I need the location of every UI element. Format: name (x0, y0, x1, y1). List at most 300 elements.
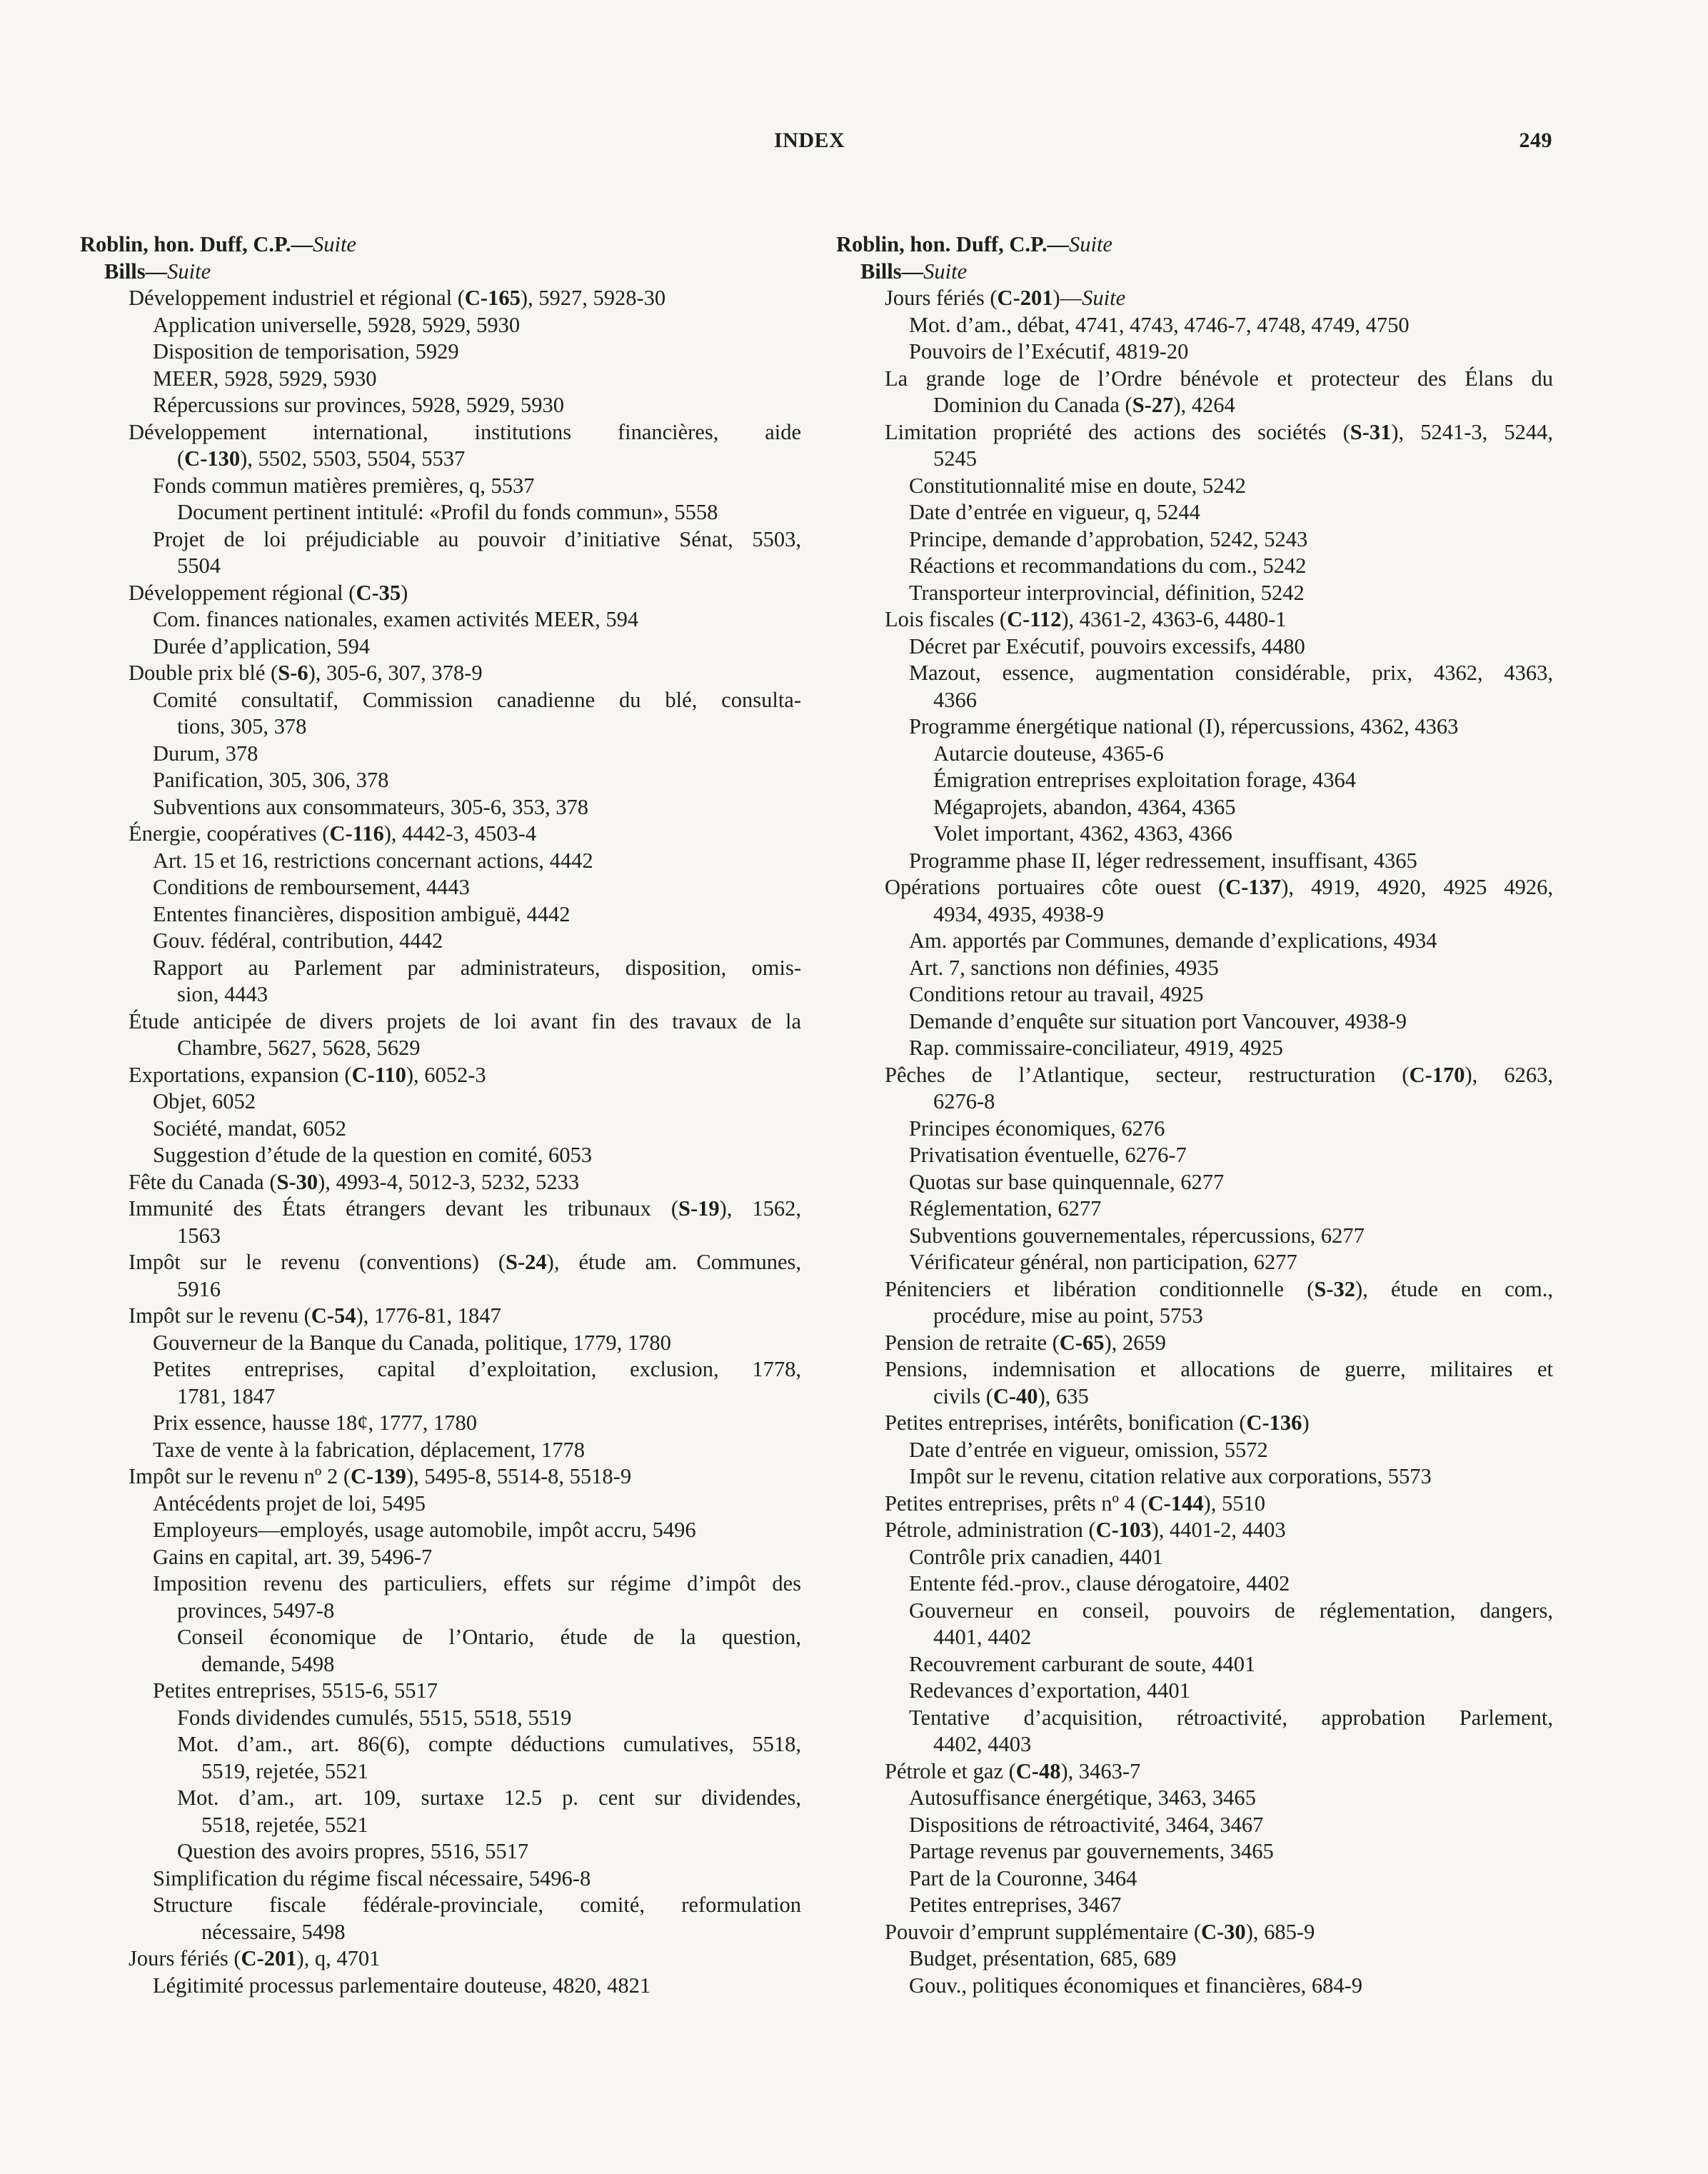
entry-text: ), 4993-4, 5012-3, 5232, 5233 (318, 1169, 580, 1194)
index-entry-line (80, 1062, 801, 1089)
entry-text: Conseil économique de l’Ontario, étude de la question, (177, 1625, 801, 1649)
index-entry-line (80, 580, 801, 607)
index-entry-line (80, 713, 801, 741)
entry-text: ), 305-6, 307, 378-9 (308, 661, 483, 685)
entry-text: 4366 (933, 687, 977, 712)
index-entry-line (80, 392, 801, 419)
entry-text: 5916 (177, 1276, 221, 1301)
entry-text: Demande d’enquête sur situation port Vancouver, 4938-9 (909, 1008, 1407, 1033)
index-entry-line (80, 259, 801, 286)
entry-text: Privatisation éventuelle, 6276-7 (909, 1143, 1187, 1167)
index-entry-line (832, 660, 1553, 687)
index-entry-line (832, 1169, 1553, 1196)
index-entry-line (80, 1651, 801, 1678)
entry-text: 5504 (177, 553, 221, 578)
entry-text: Vérificateur général, non participation, 6277 (909, 1250, 1297, 1274)
index-entry-line (832, 874, 1553, 901)
bill-number: C-116 (329, 821, 384, 846)
index-entry-line (80, 1196, 801, 1223)
entry-text: 4934, 4935, 4938-9 (933, 901, 1104, 926)
entry-text: Programme phase II, léger redressement, insuffisant, 4365 (909, 848, 1417, 873)
index-entry-line (832, 1731, 1553, 1758)
index-entry-line (832, 366, 1553, 393)
entry-text: Dominion du Canada ( (933, 393, 1132, 417)
index-entry-line (80, 606, 801, 633)
index-entry-line (832, 1865, 1553, 1893)
entry-text: Opérations portuaires côte ouest ( (885, 875, 1226, 899)
index-entry-line (832, 1785, 1553, 1812)
index-entry-line (80, 1088, 801, 1116)
entry-text: Tentative d’acquisition, rétroactivité, approbation Parlement, (909, 1705, 1553, 1730)
entry-text: ), 2659 (1104, 1330, 1166, 1355)
entry-text: Imposition revenu des particuliers, effets sur régime d’impôt des (153, 1571, 801, 1596)
index-entry-line (832, 1838, 1553, 1865)
entry-text: tions, 305, 378 (177, 714, 307, 738)
entry-text: Part de la Couronne, 3464 (909, 1865, 1137, 1890)
index-entry-line (80, 1276, 801, 1303)
index-entry-line (80, 419, 801, 446)
entry-text: Contrôle prix canadien, 4401 (909, 1544, 1163, 1569)
index-entry-line (80, 767, 801, 794)
index-entry-line (80, 1169, 801, 1196)
entry-text: Simplification du régime fiscal nécessaire, 5496-8 (153, 1865, 591, 1890)
entry-text: Structure fiscale fédérale-provinciale, comité, reformulation (153, 1893, 801, 1917)
bill-number: S-27 (1132, 393, 1174, 417)
entry-text: Fête du Canada ( (129, 1169, 277, 1194)
entry-text: Fonds dividendes cumulés, 5515, 5518, 5519 (177, 1705, 572, 1730)
entry-text: ), 4361-2, 4363-6, 4480-1 (1061, 607, 1287, 631)
entry-text: Société, mandat, 6052 (153, 1116, 347, 1141)
entry-text: Répercussions sur provinces, 5928, 5929, 5930 (153, 393, 565, 417)
entry-text: Subventions gouvernementales, répercussions, 6277 (909, 1223, 1365, 1248)
page-header-title: INDEX (774, 129, 845, 152)
entry-text: ), q, 4701 (296, 1946, 381, 1970)
index-entry-line (80, 1517, 801, 1544)
index-entry-line (80, 848, 801, 875)
entry-text: Rap. commissaire-conciliateur, 4919, 4925 (909, 1036, 1283, 1060)
bill-number: Bills— (104, 259, 168, 284)
suite-label: Suite (312, 232, 356, 256)
entry-text: Gouverneur de la Banque du Canada, politique, 1779, 1780 (153, 1330, 671, 1355)
index-entry-line (832, 446, 1553, 473)
entry-text: Projet de loi préjudiciable au pouvoir d’initiative Sénat, 5503, (153, 526, 801, 551)
index-entry-line (832, 1651, 1553, 1678)
index-entry-line (832, 312, 1553, 339)
bill-number: Roblin, hon. Duff, C.P.— (80, 232, 313, 256)
index-entry-line (80, 1491, 801, 1518)
bill-number: C-201 (997, 286, 1053, 310)
index-entry-line (832, 1383, 1553, 1411)
index-entry-line (832, 1705, 1553, 1732)
entry-text: ), 3463-7 (1060, 1758, 1141, 1783)
index-entry-line (80, 1463, 801, 1491)
bill-number: C-165 (464, 286, 521, 310)
index-entry-line (832, 687, 1553, 714)
entry-text: Art. 7, sanctions non définies, 4935 (909, 955, 1219, 980)
entry-text: ), 5502, 5503, 5504, 5537 (240, 446, 466, 471)
index-entry-line (832, 1008, 1553, 1036)
index-entry-line (80, 231, 801, 259)
entry-text: 5519, rejetée, 5521 (201, 1758, 368, 1783)
index-entry-line (832, 1973, 1553, 2000)
index-entry-line (80, 339, 801, 366)
index-entry-line (80, 1330, 801, 1357)
index-entry-line (80, 446, 801, 473)
entry-text: ), 685-9 (1245, 1919, 1315, 1944)
index-entry-line (832, 1517, 1553, 1544)
bill-number: C-48 (1015, 1758, 1061, 1783)
entry-text: Pensions, indemnisation et allocations de guerre, militaires et (885, 1357, 1553, 1381)
entry-text: Petites entreprises, capital d’exploitation, exclusion, 1778, (153, 1357, 801, 1381)
index-entry-line (832, 1892, 1553, 1919)
index-entry-line (80, 660, 801, 687)
index-entry-line (832, 1437, 1553, 1464)
entry-text: nécessaire, 5498 (201, 1919, 346, 1944)
entry-text: Pénitenciers et libération conditionnelle ( (885, 1276, 1315, 1301)
index-entry-line (832, 1116, 1553, 1143)
index-entry-line (80, 874, 801, 901)
index-entry-line (832, 339, 1553, 366)
index-entry-line (80, 1812, 801, 1839)
entry-text: 4402, 4403 (933, 1732, 1032, 1756)
index-entry-line (80, 473, 801, 500)
bill-number: C-110 (351, 1062, 406, 1087)
index-entry-line (80, 955, 801, 982)
index-entry-line (832, 1758, 1553, 1785)
index-entry-line (80, 1838, 801, 1865)
index-entry-line (80, 741, 801, 768)
entry-text: Date d’entrée en vigueur, omission, 5572 (909, 1437, 1268, 1462)
index-entry-line (80, 794, 801, 821)
bill-number: S-31 (1350, 419, 1392, 444)
index-entry-line (80, 1571, 801, 1598)
index-entry-line (832, 231, 1553, 259)
page-number: 249 (1519, 129, 1552, 152)
entry-text: Date d’entrée en vigueur, q, 5244 (909, 500, 1200, 524)
entry-text: Budget, présentation, 685, 689 (909, 1946, 1177, 1970)
index-entry-line (832, 1276, 1553, 1303)
entry-text: ), 4442-3, 4503-4 (383, 821, 537, 846)
entry-text: ), 6052-3 (406, 1062, 486, 1087)
entry-text: Dispositions de rétroactivité, 3464, 3467 (909, 1812, 1264, 1837)
index-entry-line (80, 1410, 801, 1437)
index-entry-line (832, 1088, 1553, 1116)
index-entry-line (832, 1303, 1553, 1330)
index-entry-line (80, 1142, 801, 1169)
bill-number: C-54 (311, 1303, 356, 1328)
index-entry-line (80, 1356, 801, 1383)
index-entry-line (80, 901, 801, 928)
index-entry-line (80, 526, 801, 553)
entry-text: ), 1562, (719, 1196, 801, 1221)
index-entry-line (832, 794, 1553, 821)
entry-text: Petites entreprises, 3467 (909, 1893, 1122, 1917)
index-entry-line (832, 1410, 1553, 1437)
entry-text: Document pertinent intitulé: «Profil du fonds commun», 5558 (177, 500, 718, 524)
bill-number: C-130 (184, 446, 241, 471)
index-entry-line (832, 741, 1553, 768)
index-entry-line (832, 580, 1553, 607)
index-entry-line (832, 1945, 1553, 1973)
index-entry-line (832, 1812, 1553, 1839)
entry-text: Ententes financières, disposition ambiguë, 4442 (153, 901, 571, 926)
index-entry-line (832, 526, 1553, 553)
entry-text: La grande loge de l’Ordre bénévole et protecteur des Élans du (885, 366, 1553, 391)
entry-text: Mazout, essence, augmentation considérable, prix, 4362, 4363, (909, 661, 1553, 685)
entry-text: )— (1053, 286, 1082, 310)
entry-text: ), 1776-81, 1847 (356, 1303, 501, 1328)
entry-text: ), 5927, 5928-30 (520, 286, 666, 310)
entry-text: 1781, 1847 (177, 1383, 276, 1408)
index-entry-line (80, 1945, 801, 1973)
index-entry-line (80, 633, 801, 661)
entry-text: Réglementation, 6277 (909, 1196, 1102, 1221)
entry-text: Autosuffisance énergétique, 3463, 3465 (909, 1785, 1256, 1810)
index-entry-line (832, 419, 1553, 446)
bill-number: C-65 (1059, 1330, 1105, 1355)
entry-text: Réactions et recommandations du com., 5242 (909, 553, 1307, 578)
entry-text: Principe, demande d’approbation, 5242, 5243 (909, 526, 1308, 551)
index-entry-line (80, 366, 801, 393)
entry-text: demande, 5498 (201, 1651, 335, 1676)
entry-text: ) (1302, 1411, 1310, 1435)
entry-text: Pouvoirs de l’Exécutif, 4819-20 (909, 339, 1189, 364)
entry-text: Objet, 6052 (153, 1089, 256, 1113)
entry-text: Durée d’application, 594 (153, 633, 371, 658)
index-entry-line (832, 392, 1553, 419)
entry-text: Pension de retraite ( (885, 1330, 1060, 1355)
entry-text: provinces, 5497-8 (177, 1598, 335, 1623)
index-entry-line (832, 499, 1553, 526)
bill-number: C-170 (1409, 1062, 1465, 1087)
entry-text: Impôt sur le revenu (conventions) ( (129, 1250, 506, 1274)
entry-text: Principes économiques, 6276 (909, 1116, 1165, 1141)
entry-text: Conditions retour au travail, 4925 (909, 982, 1204, 1006)
entry-text: procédure, mise au point, 5753 (933, 1303, 1203, 1328)
index-entry-line (832, 821, 1553, 848)
index-entry-line (80, 821, 801, 848)
entry-text: ), 6263, (1465, 1062, 1553, 1087)
entry-text: ), étude en com., (1355, 1276, 1553, 1301)
bill-number: C-137 (1225, 875, 1282, 899)
entry-text: Question des avoirs propres, 5516, 5517 (177, 1839, 529, 1863)
entry-text: Lois fiscales ( (885, 607, 1008, 631)
entry-text: 5245 (933, 446, 977, 471)
index-entry-line (832, 1919, 1553, 1946)
entry-text: Fonds commun matières premières, q, 5537 (153, 473, 535, 498)
entry-text: Gouverneur en conseil, pouvoirs de réglementation, dangers, (909, 1598, 1553, 1623)
entry-text: Exportations, expansion ( (129, 1062, 352, 1087)
entry-text: sion, 4443 (177, 982, 268, 1006)
bill-number: S-6 (278, 661, 308, 685)
entry-text: ) (401, 580, 408, 605)
entry-text: Constitutionnalité mise en doute, 5242 (909, 473, 1246, 498)
index-entry-line (832, 1598, 1553, 1625)
index-entry-line (80, 1624, 801, 1651)
entry-text: Gouv. fédéral, contribution, 4442 (153, 928, 443, 953)
entry-text: Recouvrement carburant de soute, 4401 (909, 1651, 1256, 1676)
entry-text: ), 4264 (1173, 393, 1235, 417)
bill-number: C-30 (1201, 1919, 1246, 1944)
index-entry-line (80, 285, 801, 312)
index-entry-line (80, 1705, 801, 1732)
entry-text: Mot. d’am., art. 86(6), compte déductions cumulatives, 5518, (177, 1732, 801, 1756)
bill-number: Bills— (860, 259, 924, 284)
entry-text: Gouv., politiques économiques et financières, 684-9 (909, 1973, 1362, 1998)
bill-number: C-103 (1095, 1518, 1152, 1542)
index-entry-line (832, 928, 1553, 955)
index-entry-line (832, 901, 1553, 928)
entry-text: Programme énergétique national (I), répercussions, 4362, 4363 (909, 714, 1459, 738)
suite-label: Suite (1068, 232, 1112, 256)
index-entry-line (832, 606, 1553, 633)
bill-number: C-144 (1147, 1491, 1204, 1516)
index-entry-line (832, 633, 1553, 661)
entry-text: ( (177, 446, 185, 471)
entry-text: Suggestion d’étude de la question en comité, 6053 (153, 1143, 592, 1167)
index-entry-line (832, 1678, 1553, 1705)
bill-number: Roblin, hon. Duff, C.P.— (836, 232, 1069, 256)
entry-text: Impôt sur le revenu nº 2 ( (129, 1464, 351, 1488)
index-entry-line (80, 687, 801, 714)
entry-text: Rapport au Parlement par administrateurs, disposition, omis- (153, 955, 801, 980)
entry-text: ), 5495-8, 5514-8, 5518-9 (406, 1464, 632, 1488)
index-entry-line (80, 1303, 801, 1330)
entry-text: Développement régional ( (129, 580, 356, 605)
entry-text: Gains en capital, art. 39, 5496-7 (153, 1544, 433, 1569)
entry-text: Conditions de remboursement, 4443 (153, 875, 470, 899)
entry-text: Comité consultatif, Commission canadienne du blé, consulta- (153, 687, 801, 712)
entry-text: Immunité des États étrangers devant les tribunaux ( (129, 1196, 678, 1221)
index-entry-line (832, 473, 1553, 500)
entry-text: ), étude am. Communes, (546, 1250, 801, 1274)
suite-label: Suite (1082, 286, 1126, 310)
entry-text: Développement international, institutions financières, aide (129, 419, 801, 444)
entry-text: Étude anticipée de divers projets de loi avant fin des travaux de la (129, 1008, 801, 1033)
entry-text: Art. 15 et 16, restrictions concernant actions, 4442 (153, 848, 593, 873)
bill-number: C-40 (993, 1383, 1038, 1408)
index-entry-line (80, 1544, 801, 1571)
index-entry-line (80, 312, 801, 339)
index-entry-line (80, 1758, 801, 1785)
index-entry-line (832, 553, 1553, 580)
entry-text: Quotas sur base quinquennale, 6277 (909, 1169, 1225, 1194)
index-entry-line (80, 1731, 801, 1758)
bill-number: S-19 (678, 1196, 720, 1221)
index-entry-line (832, 713, 1553, 741)
bill-number: S-32 (1314, 1276, 1356, 1301)
index-entry-line (80, 1437, 801, 1464)
index-entry-line (80, 1598, 801, 1625)
index-entry-line (832, 1142, 1553, 1169)
entry-text: 6276-8 (933, 1089, 995, 1113)
index-entry-line (832, 1356, 1553, 1383)
index-entry-line (832, 1544, 1553, 1571)
index-entry-line (80, 1035, 801, 1062)
entry-text: Émigration entreprises exploitation forage, 4364 (933, 768, 1357, 792)
index-entry-line (80, 1249, 801, 1276)
index-entry-line (80, 1973, 801, 2000)
entry-text: Pétrole et gaz ( (885, 1758, 1016, 1783)
entry-text: Limitation propriété des actions des sociétés ( (885, 419, 1350, 444)
entry-text: Redevances d’exportation, 4401 (909, 1678, 1190, 1703)
entry-text: Jours fériés ( (129, 1946, 241, 1970)
entry-text: Double prix blé ( (129, 661, 278, 685)
entry-text: Durum, 378 (153, 741, 258, 766)
suite-label: Suite (923, 259, 968, 284)
entry-text: ), 4919, 4920, 4925 4926, (1281, 875, 1553, 899)
entry-text: Petites entreprises, 5515-6, 5517 (153, 1678, 438, 1703)
index-entry-line (80, 1383, 801, 1411)
entry-text: Subventions aux consommateurs, 305-6, 353, 378 (153, 794, 588, 819)
index-entry-line (80, 1865, 801, 1893)
index-entry-line (80, 499, 801, 526)
entry-text: Pêches de l’Atlantique, secteur, restructuration ( (885, 1062, 1410, 1087)
entry-text: Impôt sur le revenu ( (129, 1303, 311, 1328)
index-entry-line (80, 981, 801, 1008)
entry-text: Partage revenus par gouvernements, 3465 (909, 1839, 1274, 1863)
entry-text: Énergie, coopératives ( (129, 821, 330, 846)
index-entry-line (80, 1892, 801, 1919)
entry-text: Application universelle, 5928, 5929, 5930 (153, 312, 521, 337)
index-entry-line (832, 1463, 1553, 1491)
index-entry-line (832, 285, 1553, 312)
entry-text: Employeurs—employés, usage automobile, impôt accru, 5496 (153, 1518, 696, 1542)
index-entry-line (832, 767, 1553, 794)
entry-text: Pouvoir d’emprunt supplémentaire ( (885, 1919, 1201, 1944)
index-entry-line (832, 955, 1553, 982)
index-entry-line (80, 1223, 801, 1250)
bill-number: C-112 (1007, 607, 1062, 631)
entry-text: Antécédents projet de loi, 5495 (153, 1491, 426, 1516)
index-entry-line (832, 259, 1553, 286)
index-entry-line (832, 1330, 1553, 1357)
bill-number: S-30 (276, 1169, 318, 1194)
index-entry-line (80, 1116, 801, 1143)
index-entry-line (80, 1919, 801, 1946)
index-entry-line (832, 1491, 1553, 1518)
entry-text: ), 5510 (1203, 1491, 1265, 1516)
entry-text: Décret par Exécutif, pouvoirs excessifs, 4480 (909, 633, 1305, 658)
entry-text: Développement industriel et régional ( (129, 286, 465, 310)
bill-number: C-136 (1246, 1411, 1302, 1435)
bill-number: C-201 (241, 1946, 297, 1970)
entry-text: ), 5241-3, 5244, (1391, 419, 1553, 444)
entry-text: Prix essence, hausse 18¢, 1777, 1780 (153, 1411, 478, 1435)
entry-text: Transporteur interprovincial, définition, 5242 (909, 580, 1305, 605)
index-entry-line (80, 1785, 801, 1812)
entry-text: Petites entreprises, intérêts, bonification ( (885, 1411, 1247, 1435)
entry-text: Disposition de temporisation, 5929 (153, 339, 459, 364)
entry-text: MEER, 5928, 5929, 5930 (153, 366, 377, 391)
index-entry-line (832, 1223, 1553, 1250)
index-entry-line (832, 981, 1553, 1008)
index-entry-line (832, 1249, 1553, 1276)
entry-text: Mot. d’am., débat, 4741, 4743, 4746-7, 4748, 4749, 4750 (909, 312, 1410, 337)
entry-text: ), 4401-2, 4403 (1151, 1518, 1286, 1542)
entry-text: Petites entreprises, prêts nº 4 ( (885, 1491, 1148, 1516)
bill-number: C-139 (351, 1464, 406, 1488)
entry-text: Mot. d’am., art. 109, surtaxe 12.5 p. cent sur dividendes, (177, 1785, 801, 1810)
entry-text: Impôt sur le revenu, citation relative aux corporations, 5573 (909, 1464, 1432, 1488)
index-entry-line (832, 1571, 1553, 1598)
index-entry-line (80, 1008, 801, 1036)
entry-text: Taxe de vente à la fabrication, déplacement, 1778 (153, 1437, 586, 1462)
index-entry-line (832, 848, 1553, 875)
entry-text: ), 635 (1038, 1383, 1089, 1408)
entry-text: Panification, 305, 306, 378 (153, 768, 389, 792)
entry-text: Entente féd.-prov., clause dérogatoire, 4402 (909, 1571, 1290, 1596)
